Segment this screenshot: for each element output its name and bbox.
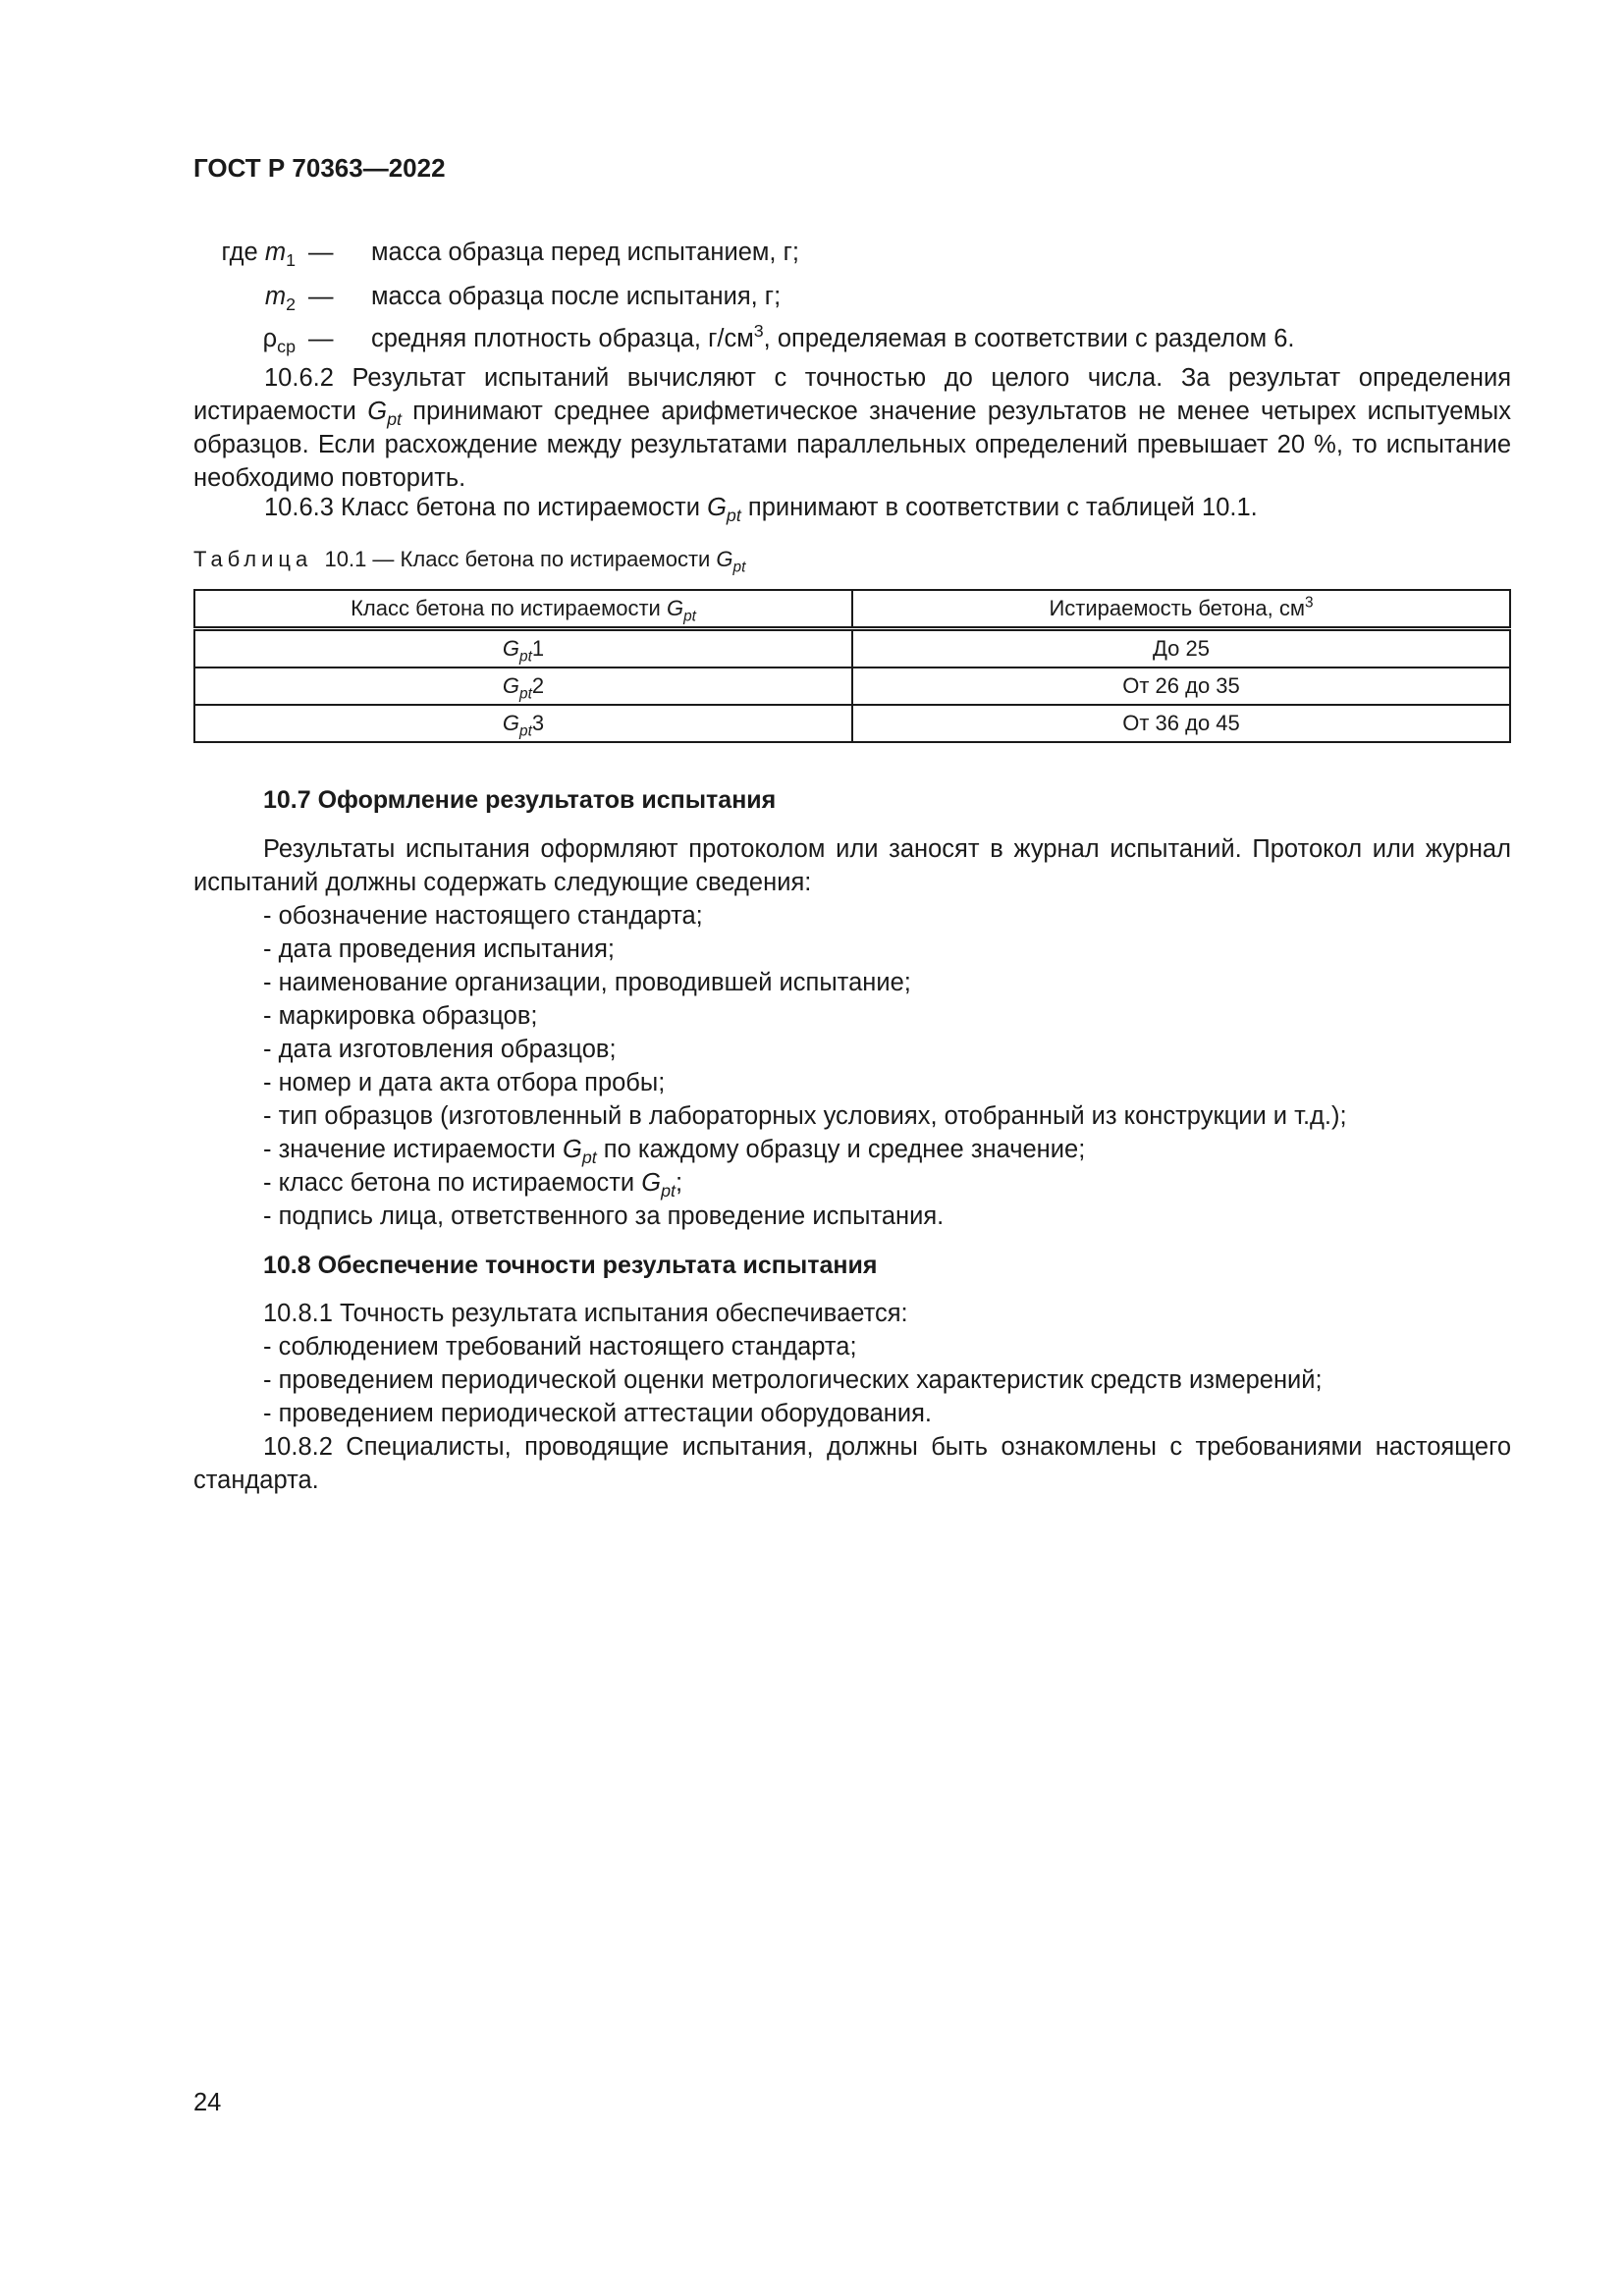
definition-m1: где $m_1$ — масса образца перед испытанием, г; — [196, 236, 1462, 269]
table-cell-value: От 26 до 35 — [852, 667, 1510, 705]
list-item: - проведением периодической аттестации оборудования. — [263, 1400, 933, 1427]
abrasion-class-table — [193, 589, 1511, 743]
table-row — [194, 629, 1510, 668]
table-title: Таблица 10.1 — Класс бетона по истираемости $G_{pt}$ — [193, 547, 746, 576]
document-header: ГОСТ Р 70363—2022 — [193, 153, 446, 183]
list-item: - соблюдением требований настоящего стандарта; — [263, 1333, 857, 1361]
table-cell-class: $G_{pt}2$ — [194, 667, 852, 705]
definition-m2: $m_2$ — масса образца после испытания, г; — [196, 280, 1462, 313]
list-item: - тип образцов (изготовленный в лабораторных условиях, отобранный из конструкции и т.д.); — [263, 1102, 1347, 1130]
table-cell-class: $G_{pt}3$ — [194, 705, 852, 742]
definition-density: $\rho_{ср}$ — средняя плотность образца, $г/см^3$, определяемая в соответствии с разделом 6. — [262, 321, 1295, 357]
table-row — [194, 667, 1510, 705]
table-cell-class: $G_{pt}1$ — [194, 629, 852, 668]
list-item: - дата проведения испытания; — [263, 935, 615, 963]
list-item: - подпись лица, ответственного за проведение испытания. — [263, 1202, 945, 1230]
clause-10-6-2: 10.6.2 Результат испытаний вычисляют с точностью до целого числа. За результат определения истираемости $G_{pt}$ принимают среднее арифметическое значение результатов не менее четырех испытуемых образцов. Если расхождение между результатами параллельных определений превышает 20 %, то испытание необходимо повторить. — [193, 364, 1511, 492]
definition-symbol: $\rho_{ср}$ — [262, 325, 296, 357]
clause-10-6-3: 10.6.3 Класс бетона по истираемости $G_{pt}$ принимают в соответствии с таблицей 10.1. — [264, 494, 1258, 526]
list-item: - значение истираемости $G_{pt}$ по каждому образцу и среднее значение; — [263, 1136, 1086, 1168]
page-number: 24 — [193, 2089, 222, 2116]
list-item: - проведением периодической оценки метрологических характеристик средств измерений; — [263, 1366, 1323, 1394]
definition-symbol: $m_2$ — [264, 283, 296, 315]
definition-symbol: где $m_1$ — [221, 239, 296, 271]
list-item: - класс бетона по истираемости $G_{pt}$; — [263, 1169, 683, 1201]
table-cell-value: От 36 до 45 — [852, 705, 1510, 742]
section-title-10-8: 10.8 Обеспечение точности результата испытания — [263, 1252, 878, 1279]
list-item: - маркировка образцов; — [263, 1002, 538, 1030]
section-title-10-7: 10.7 Оформление результатов испытания — [263, 786, 777, 814]
list-item: - обозначение настоящего стандарта; — [263, 902, 703, 930]
list-item: - наименование организации, проводившей испытание; — [263, 969, 911, 996]
table-header-abrasion: Истираемость бетона, $см^3$ — [852, 590, 1510, 629]
section-10-8-body — [193, 1297, 1511, 1497]
table-header-row — [194, 590, 1510, 629]
list-item: - дата изготовления образцов; — [263, 1036, 617, 1063]
section-intro: Результаты испытания оформляют протоколом или заносят в журнал испытаний. Протокол или журнал испытаний должны содержать следующие сведения: — [193, 835, 1511, 896]
table-cell-value: До 25 — [852, 629, 1510, 668]
list-item: - номер и дата акта отбора пробы; — [263, 1069, 666, 1096]
clause-10-8-1: 10.8.1 Точность результата испытания обеспечивается: — [263, 1300, 908, 1327]
table-row — [194, 705, 1510, 742]
section-10-7-body — [193, 832, 1511, 1233]
table-header-class: Класс бетона по истираемости $G_{pt}$ — [194, 590, 852, 629]
clause-10-8-2: 10.8.2 Специалисты, проводящие испытания, должны быть ознакомлены с требованиями настоящего стандарта. — [193, 1433, 1511, 1494]
